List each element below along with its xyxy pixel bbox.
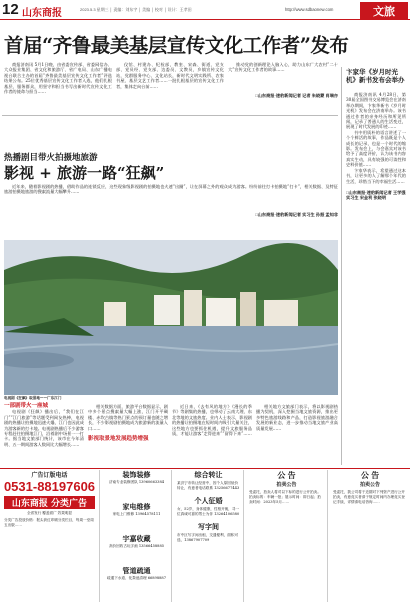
ad-classified (0, 470, 100, 602)
ad-services (102, 470, 172, 602)
service-2: 宇嘉收藏 高价回收古玩字画 13566458885 (108, 536, 165, 548)
notice2-title: 个人征婚 (194, 498, 223, 505)
ads-divider (0, 468, 410, 469)
service-3: 管道疏通 疏通下水道、化粪池清理 66898887 (107, 568, 166, 580)
edition-meta: 2023.5.3 星期三 │ 责编：刘东宇 │ 美编 │ 校对 │ 设计：王孝田 (80, 7, 192, 12)
page-header (0, 0, 410, 20)
ad-notes: 分类广告投放价格：报头套红印刷分类栏目，每周一至周五出版…… (4, 518, 94, 527)
notice1-title: 综合转让 (194, 472, 223, 479)
story2-lead: 近年来，随着影视剧的热播，借助作品的连锁反应，这些现象级影视剧的拍摄地也火速“出圈”，让在屏幕之外的观众成为游客。纷纷前往打卡拍摄地“打卡”，相关数据、及特征旅游拍摄地旅游的搜索流量大幅攀升…… (4, 184, 338, 195)
story2-col4: 相关地方文旅部门表示，将以影视剧热播为契机，深入挖掘当地文旅资源，推出更多特色旅游线路和产品，打造影视旅游融合发展的新业态，进一步推动当地文旅产业高质量发展…… (256, 404, 338, 431)
ad-gonggao-2: 公 告 拍卖公告 受委托，我公司将于近期对下列资产进行公开拍卖，有意竞买者请于规定时间内办理竞买登记手续，详情请电话咨询…… (333, 471, 405, 504)
service-0: 装饰装修 济南专业装修团队 13960663384 (108, 472, 165, 484)
notice3-body: 市中区写字间出租，交通便利，面积可选，13867907709 (177, 533, 239, 542)
main-headline: 首届“齐鲁最美基层宣传文化工作者”发布 (4, 34, 349, 57)
divider (2, 115, 338, 116)
story1-col2: 仪馆、村建办、纪检部，教室、宋森、街道、党支部、党员经、党支部、边委员、文教员，乡镇宣传文化站，党群服务中心、文化站长，新时代文明实践所、农家书屋、基层文艺工作者……一批扎根基层的宣传文化工作者，集体走向台前…… (116, 62, 224, 89)
right-story-body: 商报济南讯 4月28日，第30届全国图书交易博览会在济南举办期间，卞家华新书《岁月时光机》发布会在济南举办。该书通过作者的亲身经历和所见所闻，记录了普通人的生活变迁，展现了时代发展的印迹…… 书中用质朴的语言讲述了一个个鲜活的故事，作品既是个人成长的记录，也是一个时代的缩影。发布会上，与会嘉宾对该书给予了高度评价，认为该书内容真实生动，具有较强的可读性和史料价值…… 卞家华表示，希望通过这本书，让更多的人了解那个年代的生活，珍惜当下的幸福生活…… □山东商报·速豹新闻记者 王学强 实习生 宋金利 张晓明 (346, 92, 406, 201)
notice3-title: 写字间 (198, 524, 219, 531)
story2-col2: 相关数据方面，旅游平台数据显示，剧中多个景点搜索量大幅上涨，江门开平碉楼、赤坎古镇等热门景点的预订量也随之增长，不少影视剧拍摄地成为旅游新的流量入口…… 影视取景地发展趋势增强 (88, 404, 168, 443)
ad-brand: 山东商报 分类广告 (4, 496, 95, 509)
story2-kicker: 热播剧目带火拍摄地旅游 (4, 153, 98, 163)
photo-caption: 电视剧《狂飙》取景地——广东江门 (4, 396, 62, 400)
service-1: 家电维修 家电上门维修 13964578111 (112, 504, 161, 516)
newspaper-name: 山东商报 (22, 8, 62, 19)
story1-col3: 推动党的创新理论入脑入心，助力山东广大农村“二十大”宣传文化工作者的故事…… □山东商报·速豹新闻记者 记者 朱晓蒙 肖瑞亦 (228, 62, 338, 98)
story1-col1: 商报济南讯 5月1日晚，由省委宣传部、省委网信办、大众报业集团、省文化和旅游厅、省广电局、山东广播电视台联合主办的首届“齐鲁最美基层宣传文化工作者”评选结果公布。25位优秀基层宣传文化工作者入选，他们扎根基层、服务群众，用坚守和担当书写出新时代宣传文化工作者的使命与担当…… (4, 62, 112, 95)
ad-gonggao-1: 公 告 拍卖公告 受委托，拍卖人将对以下标的进行公开拍卖。拍卖标的：车辆一批；展示时间：即日起；拍卖时间：2023年5月…… (246, 470, 328, 602)
story1-byline: □山东商报·速豹新闻记者 记者 朱晓蒙 肖瑞亦 (255, 92, 338, 98)
right-story-byline: □山东商报·速豹新闻记者 王学强 实习生 宋金利 张晓明 (346, 189, 406, 201)
right-story-title: 卞家华《岁月时光机》新书发布会举办 (346, 68, 405, 84)
column-divider (341, 67, 342, 465)
notice1-body: 某济宁市转让经营中，因个人原因低价转让，有意者电话联系 13256677443 (177, 481, 240, 490)
ad-notices (174, 470, 244, 602)
notice2-body: 女，52岁，身体健康，性格开朗，寻一位真诚可靠的男士为伴 13264106580 (177, 507, 240, 516)
ad-brand-sub: 全省发行 覆盖面广 效果明显 (26, 511, 73, 515)
story2-col3: 近日来，《去有风的地方》《漫长的季节》等剧集的热播，也带动了云南大理、东北等地的文旅热度。业内人士表示，影视剧的热播让拍摄地在短时间内吸引大量关注，这些地方也要抓住机遇，提升文旅服务品质，才能让游客“走得进来”“留得下来”…… (172, 404, 252, 437)
story2-lead-byline: □山东商报·速豹新闻记者 实习生 孙振 孟知非 (255, 212, 338, 217)
subhead-1: 一部剧带火一座城 (4, 403, 49, 409)
subhead-2: 影视取景地发展趋势增强 (88, 436, 149, 443)
page-number: 12 (2, 1, 19, 18)
website-url: http://www.sdbaonew.com (285, 7, 334, 12)
ad-phone-label: 广告订版电话 (31, 473, 68, 479)
ad-phone-number: 0531-88197606 (3, 479, 96, 494)
section-label: 文旅 (360, 2, 408, 19)
story2-title: 影视 + 旅游一路“狂飙” (4, 164, 165, 182)
story2-col1: 一部剧带火一座城 电视剧《狂飙》播出后，“我们在江门”“江门旅游”等话题受到网友热捧，电视剧的热播让拍摄地迅速火爆，江门也因此成为游客新的打卡地。电视剧热播后不少游客专程赶往拍摄地江门，沿着剧中场景一一打卡。据当地文旅部门统计，该市在今年清明、五一期间游客人数同比大幅增长…… (4, 403, 84, 447)
story2-photo (4, 240, 338, 395)
photo-scene (4, 240, 338, 395)
